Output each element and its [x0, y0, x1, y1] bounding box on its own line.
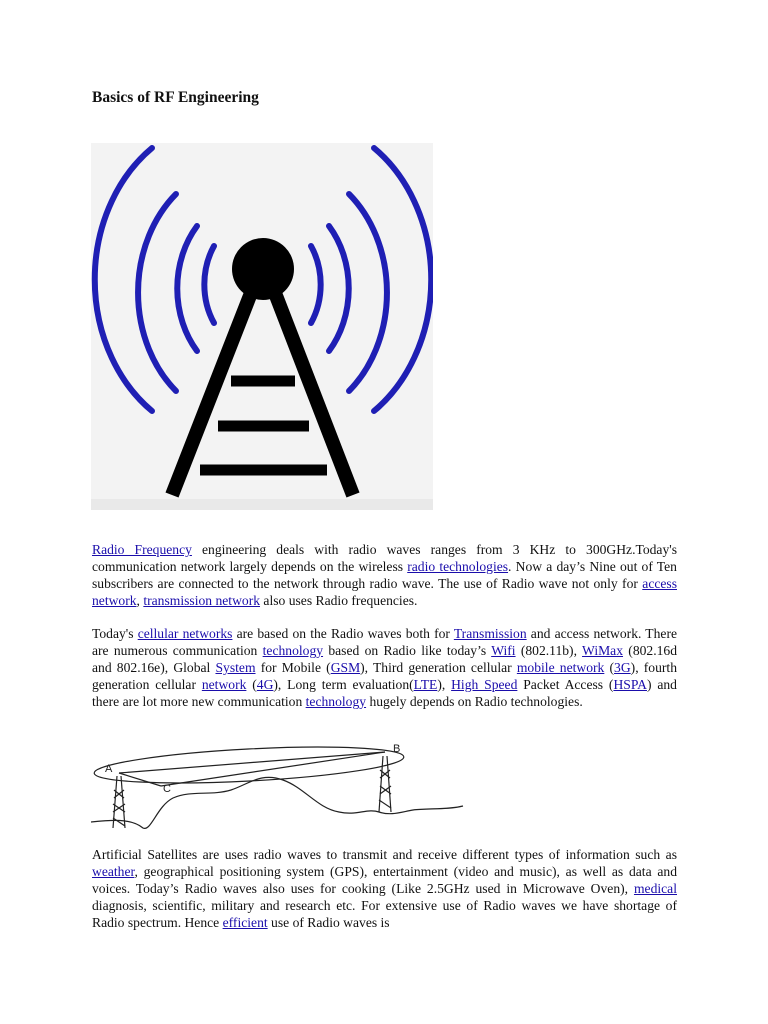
- link-efficient[interactable]: efficient: [222, 914, 268, 930]
- text: based on Radio like today’s: [323, 642, 492, 658]
- link-medical[interactable]: medical: [633, 880, 677, 896]
- text: ,: [136, 592, 144, 608]
- text: . Now a day’s Nine out of Ten subscribers are connected to the network through radio wave. The use of Radio wave not only for: [92, 558, 677, 591]
- link-weather[interactable]: weather: [92, 863, 135, 879]
- radio-tower-icon: [91, 143, 433, 510]
- text: (: [604, 659, 615, 675]
- link-lte[interactable]: LTE: [413, 676, 438, 692]
- link-3g[interactable]: 3G: [614, 659, 631, 675]
- link-mobile-network[interactable]: mobile network: [516, 659, 605, 675]
- text: (802.16d and 802.16e), Global: [92, 642, 678, 675]
- text: ), fourth generation cellular: [92, 659, 677, 692]
- paragraph-intro: [92, 542, 677, 610]
- link-wimax[interactable]: WiMax: [582, 642, 624, 658]
- link-technology[interactable]: technology: [262, 642, 324, 658]
- text: hugely depends on Radio technologies.: [366, 693, 583, 709]
- text: , geographical positioning system (GPS), entertainment (video and music), as well as data and voices. Today’s Radio waves also uses for cooking (Like 2.5GHz used in Microwave Oven),: [92, 863, 677, 896]
- text: Packet Access (: [517, 676, 614, 692]
- link-radio-technologies[interactable]: radio technologies: [407, 558, 509, 574]
- text: diagnosis, scientific, military and research etc. For extensive use of Radio waves we have shortage of Radio spectrum. Hence: [92, 897, 677, 930]
- text: also uses Radio frequencies.: [260, 592, 418, 608]
- text: (: [246, 676, 257, 692]
- link-hspa[interactable]: HSPA: [613, 676, 647, 692]
- label-a: A: [105, 763, 113, 775]
- link-access-network[interactable]: access network: [92, 575, 677, 608]
- link-network[interactable]: network: [201, 676, 247, 692]
- text: (802.11b),: [515, 642, 583, 658]
- link-system[interactable]: System: [215, 659, 256, 675]
- paragraph-cellular: [92, 626, 677, 711]
- link-cellular-networks[interactable]: cellular networks: [137, 626, 233, 641]
- text: engineering deals with radio waves ranges from 3 KHz to 300GHz.Today's communication network largely depends on the wireless: [92, 542, 677, 574]
- link-wifi[interactable]: Wifi: [491, 642, 516, 658]
- label-b: B: [393, 743, 401, 755]
- link-4g[interactable]: 4G: [256, 676, 274, 692]
- link-radio-frequency[interactable]: Radio Frequency: [92, 542, 192, 557]
- text: are based on the Radio waves both for: [232, 626, 454, 641]
- page-title: Basics of RF Engineering: [92, 89, 259, 106]
- link-high-speed[interactable]: High Speed: [451, 676, 518, 692]
- paragraph-satellites: [92, 847, 677, 932]
- text: ),: [437, 676, 452, 692]
- link-transmission-network[interactable]: transmission network: [143, 592, 261, 608]
- text: for Mobile (: [255, 659, 331, 675]
- text: and access network. There are numerous communication: [92, 626, 677, 658]
- link-gsm[interactable]: GSM: [330, 659, 361, 675]
- text: Today's: [92, 626, 138, 641]
- text: use of Radio waves is: [267, 914, 390, 930]
- text: ), Long term evaluation(: [273, 676, 414, 692]
- microwave-link-diagram: [91, 738, 465, 834]
- link-technology-2[interactable]: technology: [305, 693, 367, 709]
- text: ), Third generation cellular: [360, 659, 517, 675]
- label-c: C: [163, 783, 171, 795]
- text: ) and there are lot more new communication: [92, 676, 677, 709]
- text: Artificial Satellites are uses radio waves to transmit and receive different types of information such as: [92, 847, 677, 862]
- link-transmission[interactable]: Transmission: [453, 626, 527, 641]
